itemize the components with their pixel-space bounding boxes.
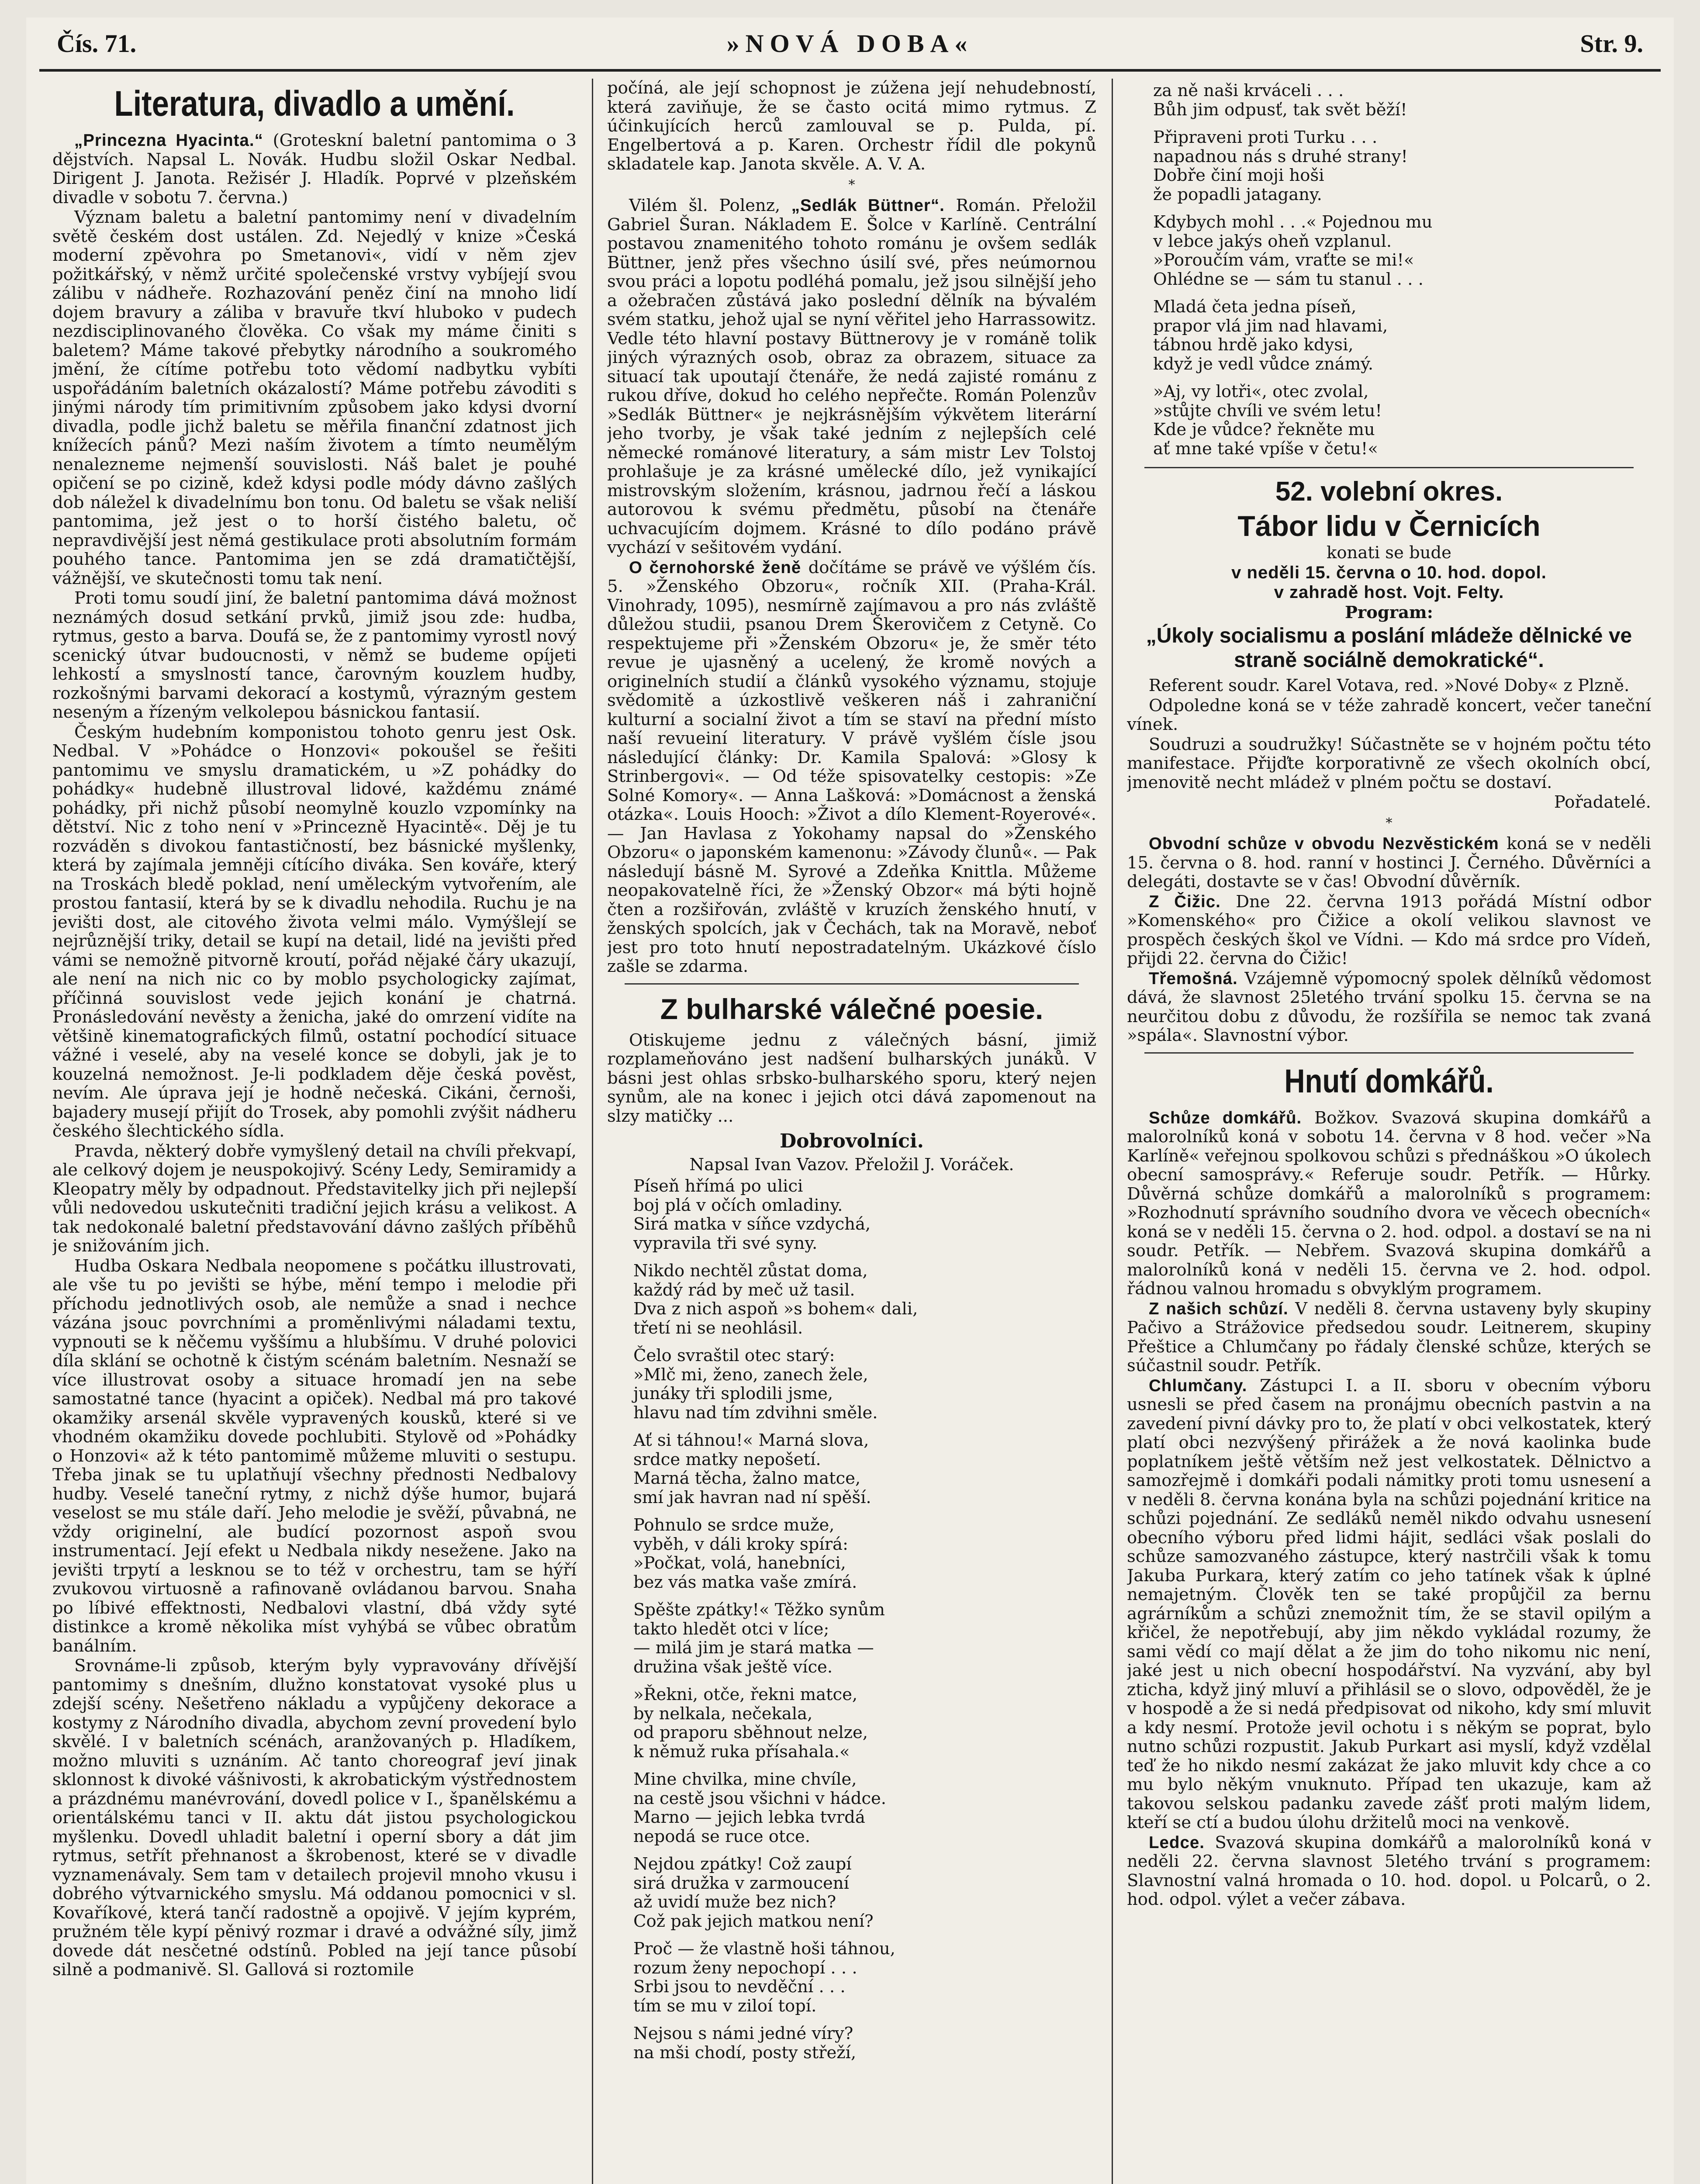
poem-line: bez vás matka vaše zmírá. [633, 1572, 857, 1592]
poem-stanza [1153, 81, 1651, 119]
review-credits: (Groteskní baletní pantomima o 3 dějstvích. Napsal L. Novák. Hudbu složil Oskar Nedbal. Dirigent J. Janota. Režisér J. Hladík. Poprvé v plzeňském divadle v sobotu 7. června.) [52, 131, 577, 207]
notice-title: Ledce. [1149, 1833, 1205, 1852]
article-paragraph: Význam baletu a baletní pantomimy není v divadelním světě českém dost ustálen. Zd. Nejedlý v knize »Česká moderní zpěvohra po Smetanovi«, vidí v něm zjev požitkářský, v němž určité společenské vrstvy vybíjejí svou zálibu v nádheře. Rozhazování peněz činí na mnoho lidí dojem bravury a záliba v bravuře tkví hluboko v pudech nezdisciplinovaného člověka. Co však my máme činiti s baletem? Máme takové přebytky národního a soukromého jmění, že cítíme potřebu toto vědomí nadbytku vybíti uspořádáním baletních okázalostí? Máme potřebu závoditi s jinými národy tím primitivním způsobem jako kdysi dvorní divadla, podle jichž baletu se měřila finanční zdatnost jich knížecích pánů? Mezi naším životem a tímto neumělým nenalezneme nejmenší souvislosti. Náš balet je pouhé opičení se po cizině, kdež kdysi podle módy dávno zašlých dob náležel k divadelnímu bon tonu. Od baletu se však neliší pantomima, jež jest o to horší čistého baletu, oč nepravdivější jest němá gestikulace proti absolutním formám pouhého tance. Pantomima jen se zdá dramatičtější, vážnější, ve skutečnosti tomu tak není. [52, 207, 577, 588]
notice-paragraph [1127, 1109, 1651, 1299]
poem-line: Spěšte zpátky!« Těžko synům [633, 1600, 885, 1620]
article-paragraph: Otiskujeme jednu z válečných básní, jimiž rozplameňováno jest nadšení bulharských junáků. V básni jest ohlas srbsko-bulharského sporu, který nejen synům, ale na konec i jejich otci dává zapomenout na slzy matičky ... [607, 1030, 1096, 1126]
poem-stanza [1153, 382, 1651, 458]
poem-title: Dobrovolníci. [780, 1130, 924, 1152]
article-paragraph: Srovnáme-li způsob, kterým byly vypravovány dřívější pantomimy s dnešním, dlužno konstatovat vysoké plus u zdejší scény. Nešetřeno nákladu a vypůjčeny dekorace a kostymy z Národního divadla, abychom zevní provedení bylo skvělé. I v baletních scénách, aranžovaných p. Hladíkem, možno mluviti s uznáním. Ač tanto choreograf jeví jinak sklonnost k divoké vášnivosti, k akrobatickým výstřednostem a prázdnému manévrování, dovedl police v I., španělskému a orientálskému tanci v II. aktu dát jistou psychologickou myšlenku. Dovedl uhladit baletní i operní sbory a dát jim rytmus, setřít přehnanost a škrobenost, které se v divadle vyznamenávaly. Sem tam v detailech projevil mnoho vkusu i dobrého výtvarnického smyslu. Má oddanou pomocnici v sl. Kovaříkové, která tančí radostně a opojivě. V jejím kyprém, pružném těle kypí pěnivý rozmar i dravé a odvážné síly, jimž dovede dát nesčetné odstínů. Pobled na její tance působí silně a podmanivě. Sl. Gallová si roztomile [52, 1656, 577, 1980]
notice-text: V neděli 8. června ustaveny byly skupiny Pačivo a Strážovice předsedou soudr. Leitnerem, skupiny Přeštice a Chlumčany po řádaly členské schůze, kterých se súčastnil soudr. Petřík. [1127, 1299, 1651, 1375]
notice-title: Z Čižic. [1149, 892, 1221, 911]
article-paragraph: Hudba Oskara Nedbala neopomene s počátku illustrovati, ale vše tu po jevišti se hýbe, mění tempo i melodie při příchodu jednotlivých osob, ale nemůže a snad i nechce vázána jsouc povrchními a proměnlivými náladami textu, vypnouti se k něčemu vyššímu a hlubšímu. V druhé polovici díla sklání se ochotně k čistým scénám baletním. Nesnaží se více illustrovat osoby a situace hromadí jen na sebe samostatné tance (hyacint a opiček). Nedbal má pro takové okamžiky arsenál skvěle vypravených kousků, které si ve vhodném okamžiku dovede pochlubiti. Stylově od »Pohádky o Honzovi« až k této pantomimě můžeme mluviti o sestupu. Třeba jinak se tu uplatňují všechny přednosti Nedbalovy hudby. Veselé taneční rytmy, z nichž dýše humor, bujará veselost se mu stále daří. Jeho melodie je svěží, půvabná, ne vždy originelní, ale budící pozornost aspoň svou instrumentací. Její efekt u Nedbala nikdy nesežene. Jako na jevišti trpytí a lesknou se to též v orchestru, tam se hýří zvukovou virtuosně a rafinovaně ovládanou barvou. Snaha po líbivé effektnosti, Nedbalovi vlastní, dbá vždy syté distinkce a kromě několika míst vyhýbá se vůbec obratům banálním. [52, 1256, 577, 1656]
notice-text: Dne 22. června 1913 pořádá Místní odbor »Komenského« pro Čižice a okolí velikou slavnost ve prospěch českých škol ve Vídni. — Kdo má srdce pro Vídeň, přijdi 22. června do Čižic! [1127, 892, 1651, 968]
poem-stanza [633, 1600, 1096, 1676]
poem-line: nepodá se ruce otce. [633, 1826, 811, 1846]
poem-line: tím se mu v ziloí topí. [633, 1996, 817, 2016]
separator-star: * [848, 177, 855, 193]
poem-line: od praporu sběhnout nelze, [633, 1723, 868, 1742]
notice-title: Obvodní schůze v obvodu Nezvěstickém [1149, 834, 1499, 853]
poem-stanza [633, 1431, 1096, 1507]
notice-paragraph [1127, 1376, 1651, 1832]
poem-line: Mladá četa jedna píseň, [1153, 297, 1357, 317]
poem-line: »Počkat, volá, hanebníci, [633, 1553, 846, 1573]
poem-line: »Mlč mi, ženo, zanech žele, [633, 1365, 868, 1385]
article-paragraph [607, 79, 1096, 174]
poem-line: Nejsou s námi jedné víry? [633, 2024, 853, 2043]
poem-line: Dva z nich aspoň »s bohem« dali, [633, 1299, 918, 1319]
notice-paragraph [1127, 892, 1651, 968]
poem-stanza [633, 1770, 1096, 1846]
article-paragraph [607, 558, 1096, 976]
article-paragraph: Pravda, některý dobře vymyšlený detail na chvíli překvapí, ale celkový dojem je neuspokojivý. Scény Ledy, Semiramidy a Kleopatry měly by odpadnout. Představitelky jich při nejlepší vůli nedovedou uskutečniti tradiční jejich krásu a velikost. A tak nedokonalé baletní představování dávno zašlých příběhů je snižováním jich. [52, 1141, 577, 1256]
announcement-date: v neděli 15. června o 10. hod. dopol. [1231, 563, 1547, 582]
notice-text: koná se v neděli 15. června o 8. hod. ranní v hostinci J. Černého. Důvěrníci a delegáti, dostavte se v čas! [1127, 834, 1651, 892]
poem-line: takto hledět otci v líce; [633, 1619, 829, 1639]
notice-text: Svazová skupina domkářů a malorolníků koná v neděli 22. června slavnost 5letého trvání s programem: Slavnostní valná hromada o 10. hod. dopol. u Polcarů, o 2. hod. odpol. výlet a večer zábava. [1127, 1832, 1651, 1909]
article-paragraph [607, 196, 1096, 557]
section-heading-bulgarian-poetry: Z bulharské válečné poesie. [660, 992, 1043, 1025]
section-rule [625, 983, 1079, 985]
review-ending: počíná, ale její schopnost je zúžena její nehudebností, která zaviňuje, že se často ocitá mimo rytmus. Z účinkujících herců zamlouval se p. Pulda, pí. Engelbertová a p. Karen. Orchestr řídil dle pokynů skladatele kap. Janota skvěle. [607, 79, 1096, 174]
notice-text: Božkov. Svazová skupina domkářů a malorolníků koná v sobotu 14. června v 8 hod. večer »Na Karlíně« veřejnou spolkovou schůzi s přednáškou »O úkolech obecní samosprávy.« Referuje soudr. Petřík. — Hůrky. Důvěrná schůze domkářů a malorolníků s programem: »Rozhodnutí správního soudního dvora ve věcech obecních« koná se v neděli 15. června o 2. hod. odpol. a dostaví se na ni soudr. Petřík. — Nebřem. Svazová skupina domkářů a malorolníků koná v neděli 15. června ve 2. hod. odpol. řádnou valnou hromadu s obvyklým programem. [1127, 1108, 1651, 1299]
poem-line: »stůjte chvíli ve svém letu! [1153, 401, 1382, 421]
header-rule [39, 69, 1661, 72]
notice-paragraph [1127, 834, 1651, 892]
poem-line: Nikdo nechtěl zůstat doma, [633, 1261, 868, 1281]
article-paragraph: Proti tomu soudí jiní, že baletní pantomima dává možnost neznámých dosud setkání prvků, jimiž jsou zde: hudba, rytmus, gesto a barva. Doufá se, že z pantomimy vyrostl nový scenický útvar budoucnosti, v němž se budeme opíjeti lehkostí a smyslností tance, čarovným kouzlem hudby, rozkošnými barvami dekorací a kostymů, výrazným gestem neseným a řízeným velkolepou básnickou fantasií. [52, 588, 577, 722]
poem-line: na mši chodí, posty střeží, [633, 2042, 857, 2063]
poem-line: by nelkala, nečekala, [633, 1704, 813, 1724]
poem-line: boj plá v očích omladiny. [633, 1195, 843, 1215]
announcement-paragraph: Soudruzi a soudružky! Súčastněte se v hojném počtu této manifestace. Přijďte korporativně ze všech okolních obcí, jmenovitě necht mládež v plném počtu se dostaví. [1127, 734, 1651, 792]
notice-text: Zástupci I. a II. sboru v obecním výboru usnesli se před časem na pronájmu obecních pastvin a na zavedení pivní dávky pro to, že platí v obci velkostatek, který platí obci nezvýšený přirážek a že nová kaolinka bude poplatníkem ještě větším než jest velkostatek. Dělnictvo a samozřejmě i domkáři podali námitky proti tomu usnesení a v neděli 8. června konána byla na schůzi pojednání kritice na schůzi pojednání. Ze sedláků neměl nikdo odvahu usnesení obecního výboru před lidmi hájit, sedláci však poslali do schůze samozvaného zástupce, který nastrčili však k tomu Jakuba Purkara, který zatím co jeho tatínek však k úplné nemajetným. Člověk ten se také propůjčil za bernu agrárníkům a schůzi znemožnit tím, že se stavil opilým a křičel, že nepotřebují, aby jim někdo vykládal rozumy, že sami vědí co mají dělat a že jim do toho nikomu nic není, jaké jest u nich obecní hospodářství. Na vyzvání, aby byl zticha, když jiný mluví a přihlásil se o slovo, odpověděl, že je v hospodě a že si nedá předpisovat od nikoho, kdy smí mluvit a kdy nesmí. Protože jevil ochotu i s někým se poprat, bylo nutno schůzi rozpustit. Jakub Purkart asi myslí, když vzdělal teď že ho nikdo nesmí zakázat že jako mluvit kdy chce a co mu bylo někým vnuknuto. Případ ten ukazuje, kam až takovou selskou padanku zavede zášť proti malým lidem, kteří se ctí a budou úlohu držitelů moci na venkově. [1127, 1375, 1651, 1832]
section-heading-literature: Literatura, divadlo a umění. [114, 84, 515, 124]
poem-line: ať mne také vpíše v četu!« [1153, 439, 1378, 459]
poem [633, 1177, 1096, 2062]
poem-line: za ně naši krváceli . . . [1153, 81, 1344, 100]
announcement-line: konati se bude [1327, 543, 1451, 563]
poem-line: vypravila tři své syny. [633, 1233, 818, 1253]
notice-title: Chlumčany. [1149, 1376, 1247, 1395]
announcement-program-label: Program: [1344, 602, 1433, 622]
poem-line: Což pak jejich matkou není? [633, 1911, 874, 1931]
poem-line: Nejdou zpátky! Což zaupí [633, 1854, 852, 1874]
poem-line: když je vedl vůdce známý. [1153, 354, 1374, 374]
poem-stanza [633, 1177, 1096, 1253]
signature: A. V. A. [865, 154, 926, 174]
notice-paragraph [1127, 1833, 1651, 1909]
poem-stanza [633, 1855, 1096, 1931]
poem-stanza [633, 1261, 1096, 1337]
book-review-text: Román. Přeložil Gabriel Šuran. Nákladem E. Šolce v Karlíně. Centrální postavou znamenitého tohoto románu je ovšem sedlák Büttner, jenž přes všechno úsilí své, přes neúmornou svou práci a lopotu podléhá pomalu, jež jsou silnější jeho a ožebračen zůstává jako poslední dělník na bývalém svém statku, jehož ujal se nyní věřitel jeho Harrassowitz. Vedle této hlavní postavy Büttnerovy je v románě tolik jiných výrazných osob, obraz za obrazem, situace za situací tak upoutají čtenáře, že nedá zajisté románu z rukou dříve, dokud ho celého nepřečte. Román Polenzův »Sedlák Büttner« je nejkrásnějším výkvětem literární jeho tvorby, je však také jedním z nejlepších celé německé románové literatury, a sám mistr Lev Tolstoj prohlašuje je za krásné umělecké dílo, jež vynikající mistrovským složením, krásnou, jadrnou řečí a láskou autorovou k svému předmětu, působí na čtenáře uchvacujícím dojmem. Krásné to dílo podáno právě vychází v sešitovém vydání. [607, 196, 1096, 557]
notice-paragraph [1127, 1299, 1651, 1375]
poem-line: Pohnulo se srdce muže, [633, 1515, 835, 1535]
column-2 [607, 79, 1096, 2184]
column-divider [592, 79, 593, 2184]
poem-stanza [633, 1346, 1096, 1422]
separator-star: * [1386, 815, 1392, 831]
announcement-title: 52. volební okres. [1275, 477, 1503, 507]
poem-continuation [1153, 81, 1651, 458]
poem-line: napadnou nás s druhé strany! [1153, 146, 1408, 166]
poem-line: Kde je vůdce? řekněte mu [1153, 420, 1375, 439]
poem-line: Proč — že vlastně hoši táhnou, [633, 1939, 895, 1959]
poem-line: Kdybych mohl . . .« Pojednou mu [1153, 212, 1433, 232]
poem-line: vyběh, v dáli kroky spírá: [633, 1534, 848, 1554]
poem-line: hlavu nad tím zdvihni směle. [633, 1403, 878, 1423]
column-1 [52, 79, 577, 2184]
article-paragraph [52, 131, 577, 207]
poem-line: Připraveni proti Turku . . . [1153, 128, 1378, 147]
poem-line: prapor vlá jim nad hlavami, [1153, 316, 1388, 336]
column-3 [1127, 79, 1651, 2184]
poem-line: na cestě jsou všichni v hádce. [633, 1788, 886, 1808]
poem-line: Píseň hřímá po ulici [633, 1176, 803, 1196]
poem-line: srdce matky nepošetí. [633, 1449, 821, 1469]
poem-stanza [633, 1939, 1096, 2015]
announcement-event: Tábor lidu v Černicích [1237, 510, 1541, 542]
section-rule [1144, 1052, 1634, 1054]
poem-line: Sirá matka v síňce vzdychá, [633, 1214, 871, 1234]
poem-line: Mine chvilka, mine chvíle, [633, 1769, 857, 1789]
poem-line: smí jak havran nad ní spěší. [633, 1487, 871, 1507]
section-rule [1144, 467, 1634, 468]
review-title: „Princezna Hyacinta.“ [74, 131, 263, 150]
notice-signature: Obvodní důvěrník. [1363, 872, 1521, 892]
announcement-signature: Pořadatelé. [1554, 792, 1651, 812]
poem-stanza [633, 1516, 1096, 1592]
poem-line: Bůh jim odpusť, tak svět běží! [1153, 100, 1407, 120]
poem-line: tábnou hrdě jako kdysi, [1153, 335, 1354, 355]
poem-line: k němuž ruka přísahala.« [633, 1742, 850, 1762]
poem-line: družina však ještě více. [633, 1657, 833, 1677]
poem-stanza [1153, 128, 1651, 204]
poem-stanza [633, 2024, 1096, 2062]
notice-title: Třemošná. [1149, 969, 1238, 988]
author-name: Vilém šl. Polenz, [629, 196, 781, 215]
notice-paragraph [1127, 969, 1651, 1045]
poem-line: Srbi jsou to nevděční . . . [633, 1977, 846, 1997]
article-paragraph: Českým hudebním komponistou tohoto genru jest Osk. Nedbal. V »Pohádce o Honzovi« pokoušel se řešiti pantomimu ve smyslu dramatickém, u »Z pohádky do pohádky« hudebně illustroval lidové, každému známé pohádky, při nichž působí neomylně kouzlo vzpomínky na dětství. Nic z toho není v »Princezně Hyacintě«. Děj je tu rozváděn s divokou fantastičností, bez básnické myšlenky, která by zajímala jemněji cítícího diváka. Sen kováře, který na Troskách bledě poklad, není uměleckým vytvořením, ale prostou fantasií, která by se k divadlu nehodila. Ruchu je na jevišti dost, ale citového života velmi málo. Vymýšlejí se nejrůznější triky, detail se kupí na detail, lidé na jevišti před vámi se nemožně pitvorně kroutí, pořád nějaké čáry ukazují, ale není na nich nic co by moblo psychologicky zajímat, příčinná souvislost vede jejich konání je chatrná. Pronásledování nevěsty a ženicha, jaké do omrzení vidíte na většině kinematografických filmů, ostatní pochodící situace vážné i veselé, aby na veselé konce se dobyli, jak je to kouzelná nemožnost. Je-li podkladem děje česká pověst, nevím. Ale úprava její je hodně nečeská. Cikáni, černoši, bajadery musejí přijít do Trosek, aby pomohli zvýšit nádheru českého šlechtického sídla. [52, 722, 577, 1141]
poem-line: »Aj, vy lotři«, otec zvolal, [1153, 382, 1369, 401]
section-heading-smallholders: Hnutí domkářů. [1284, 1062, 1494, 1100]
poem-stanza [1153, 297, 1651, 373]
book-title: „Sedlák Büttner“. [791, 196, 945, 215]
poem-line: Čelo svraštil otec starý: [633, 1346, 835, 1365]
page-number: Str. 9. [1580, 29, 1643, 58]
poem-line: Dobře činí moji hoši [1153, 166, 1324, 185]
notice-text: Vzájemně výpomocný spolek dělníků vědomost dává, že slavnost 25letého trvání spolku 15. června se na neurčitou dobu z důvodu, že rozšířila se nemoc tak zvaná »spála«. Slavnostní výbor. [1127, 968, 1651, 1045]
page-header [39, 22, 1661, 70]
poem-stanza [1153, 213, 1651, 289]
poem-line: »Řekni, otče, řekni matce, [633, 1685, 858, 1704]
poem-line: třetí ni se neohlásil. [633, 1318, 803, 1338]
poem-line: rozum ženy nepochopí . . . [633, 1958, 857, 1978]
newspaper-page [26, 17, 1674, 2184]
poem-line: Ať si táhnou!« Marná slova, [633, 1431, 869, 1450]
issue-number: Čís. 71. [57, 29, 137, 58]
newspaper-title: »NOVÁ DOBA« [726, 29, 974, 58]
poem-line: každý rád by meč už tasil. [633, 1280, 855, 1300]
poem-line: — milá jim je stará matka — [633, 1638, 874, 1658]
announcement-place: v zahradě host. Vojt. Felty. [1274, 583, 1504, 602]
article-title: O černohorské ženě [629, 558, 802, 577]
poem-line: »Poroučím vám, vraťte se mi!« [1153, 250, 1414, 270]
poem-line: Marná těcha, žalno matce, [633, 1469, 861, 1488]
article-text: dočítáme se právě ve výšlém čís. 5. »Ženského Obzoru«, ročník XII. (Praha-Král. Vinohrady, 1095), nesmírně zajímavou a pro nás zvláště důležou studii, psanou Drem Škerovičem z Cetyně. Co respektujeme při »Ženském Obzoru« je, že směr této revue je ujasněný a ucelený, že kromě nových a originelních studií a článků vysokého významu, stojuje svědomitě a úzkostlivě veškeren náš i zahraniční kulturní a socialní život a tím se staví na přední místo naší revueiní literatury. V právě vyšlém čísle jsou následující články: Dr. Kamila Spalová: »Glosy k Strinbergovi«. — Od téže spisovatelky cestopis: »Ze Solné Komory«. — Anna Lašková: »Domácnost a ženská otázka«. Louis Hooch: »Život a dílo Klement-Royerové«. — Jan Havlasa z Yokohamy napsal do »Ženského Obzoru« o japonském kamenonu: »Závody člunů«. — Pak následují básně M. Syrové a Zdeňka Knittla. Můžeme neopakovatelně říci, že »Ženský Obzor« má býti hojně čten a rozšiřován, zvláště v kruzích ženského hnutí, v ženských spolcích, jak v Čechách, tak na Moravě, neboť jest pro toto hnutí nepostradatelným. Ukázkové číslo zašle se zdarma. [607, 557, 1096, 976]
poem-line: až uvidí muže bez nich? [633, 1892, 836, 1912]
poem-line: sirá družka v zarmoucení [633, 1873, 849, 1893]
poem-line: junáky tři splodili jsme, [633, 1384, 833, 1403]
column-divider [1112, 79, 1113, 2184]
notice-title: Z našich schůzí. [1149, 1299, 1289, 1318]
notice-title: Schůze domkářů. [1149, 1108, 1302, 1127]
poem-byline: Napsal Ivan Vazov. Přeložil J. Voráček. [689, 1154, 1014, 1175]
poem-line: Ohlédne se — sám tu stanul . . . [1153, 269, 1424, 289]
poem-line: Marno — jejich lebka tvrdá [633, 1807, 865, 1827]
announcement-referent: Referent soudr. Karel Votava, red. »Nové Doby« z Plzně. [1148, 676, 1630, 695]
poem-line: v lebce jakýs oheň vzplanul. [1153, 231, 1392, 251]
poem-line: že popadli jatagany. [1153, 184, 1322, 204]
poem-stanza [633, 1685, 1096, 1761]
announcement-program: „Úkoly socialismu a poslání mládeže dělnické ve straně sociálně demokratické“. [1146, 624, 1632, 672]
announcement-paragraph: Odpoledne koná se v téže zahradě koncert, večer taneční vínek. [1127, 695, 1651, 734]
